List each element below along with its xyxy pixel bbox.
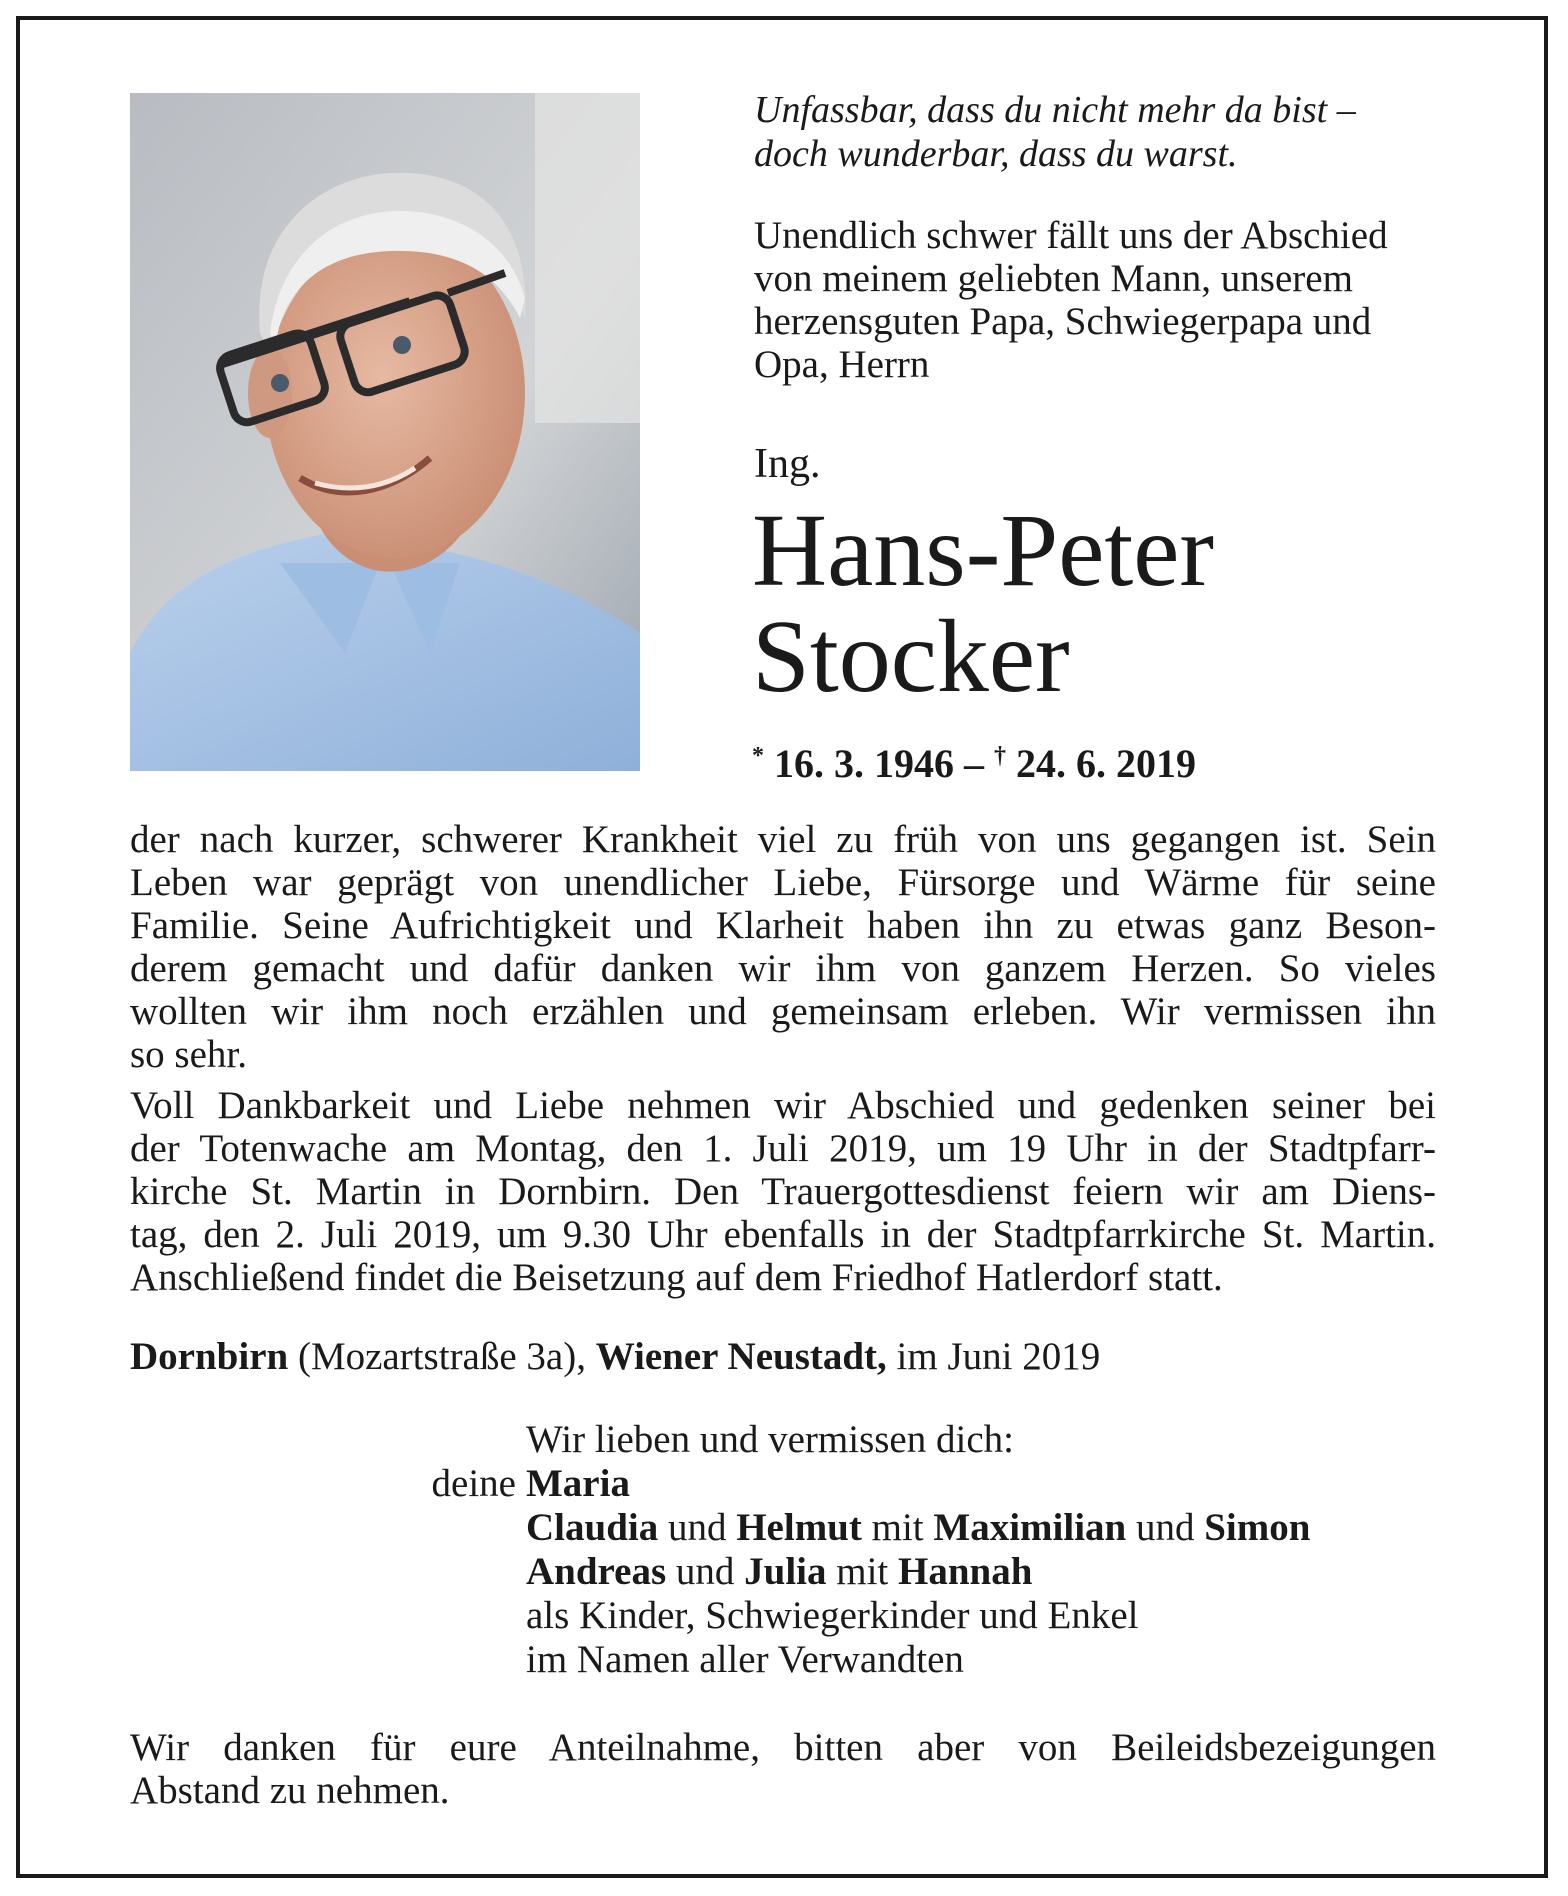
- child-name: Andreas: [526, 1550, 667, 1593]
- deine-label: deine: [431, 1462, 516, 1505]
- body-line: Familie. Seine Aufrichtigkeit und Klarheit haben ihn zu etwas ganz Beson-: [130, 904, 1436, 947]
- intro-line: Opa, Herrn: [754, 343, 930, 386]
- birth-date: 16. 3. 1946: [774, 741, 954, 786]
- grandchild-name: Simon: [1204, 1506, 1311, 1549]
- deceased-name: [752, 493, 1215, 714]
- thanks-note: [130, 1726, 1436, 1812]
- first-name: Hans-Peter: [752, 493, 1215, 608]
- family-line-child2: [526, 1550, 1466, 1594]
- family-signature: [431, 1418, 1466, 1682]
- family-line-child1: [526, 1506, 1466, 1550]
- body-line: derem gemacht und dafür danken wir ihm von ganzem Herzen. So vieles: [130, 947, 1436, 990]
- body-line: der Totenwache am Montag, den 1. Juli 2019, um 19 Uhr in der Stadtpfarr-: [130, 1127, 1436, 1170]
- body-line: Leben war geprägt von unendlicher Liebe, Fürsorge und Wärme für seine: [130, 861, 1436, 904]
- body-line: tag, den 2. Juli 2019, um 9.30 Uhr ebenfalls in der Stadtpfarrkirche St. Martin.: [130, 1213, 1436, 1256]
- city-dornbirn: Dornbirn: [130, 1335, 289, 1378]
- connector: mit: [871, 1506, 924, 1549]
- intro-text: [754, 214, 1454, 386]
- thanks-line: Wir danken für eure Anteilnahme, bitten aber von Beileidsbezeigungen: [130, 1726, 1436, 1769]
- death-date: 24. 6. 2019: [1016, 741, 1196, 786]
- portrait-illustration: [130, 93, 640, 771]
- family-heading: Wir lieben und vermissen dich:: [526, 1418, 1014, 1461]
- intro-line: von meinem geliebten Mann, unserem: [754, 257, 1353, 300]
- body-line: Voll Dankbarkeit und Liebe nehmen wir Abschied und gedenken seiner bei: [130, 1084, 1436, 1127]
- thanks-line: Abstand zu nehmen.: [130, 1769, 450, 1812]
- connector: und: [667, 1506, 727, 1549]
- body-line: wollten wir ihm noch erzählen und gemeinsam erleben. Wir vermissen ihn: [130, 990, 1436, 1033]
- partner-name: Julia: [744, 1550, 827, 1593]
- academic-title: Ing.: [754, 441, 821, 487]
- place-and-date: [130, 1334, 1100, 1380]
- body-line: kirche St. Martin in Dornbirn. Den Trauergottesdienst feiern wir am Diens-: [130, 1170, 1436, 1213]
- body-line: der nach kurzer, schwerer Krankheit viel zu früh von uns gegangen ist. Sein: [130, 818, 1436, 861]
- grandchild-name: Maximilian: [933, 1506, 1127, 1549]
- motto: [754, 88, 1454, 176]
- date-dash: –: [964, 741, 984, 786]
- life-dates: [752, 732, 1196, 788]
- family-line-wife: [431, 1462, 1466, 1506]
- child-name: Claudia: [526, 1506, 659, 1549]
- wife-name: Maria: [526, 1462, 630, 1505]
- motto-line: doch wunderbar, dass du warst.: [754, 133, 1238, 175]
- portrait-photo: [130, 93, 640, 771]
- grandchild-name: Hannah: [898, 1550, 1033, 1593]
- last-name: Stocker: [752, 599, 1070, 714]
- partner-name: Helmut: [736, 1506, 862, 1549]
- relatives-line: im Namen aller Verwandten: [526, 1638, 964, 1681]
- body-paragraph-2: [130, 1084, 1436, 1299]
- motto-line: Unfassbar, dass du nicht mehr da bist –: [754, 89, 1356, 131]
- month-date: im Juni 2019: [896, 1335, 1101, 1378]
- birth-star-icon: *: [752, 743, 764, 769]
- intro-line: herzensguten Papa, Schwiegerpapa und: [754, 300, 1372, 343]
- connector: und: [675, 1550, 735, 1593]
- address: (Mozartstraße 3a),: [297, 1335, 586, 1378]
- death-cross-icon: †: [994, 743, 1006, 769]
- intro-line: Unendlich schwer fällt uns der Abschied: [754, 214, 1388, 257]
- city-wiener-neustadt: Wiener Neustadt,: [595, 1335, 887, 1378]
- connector: und: [1135, 1506, 1195, 1549]
- relation-line: als Kinder, Schwiegerkinder und Enkel: [526, 1594, 1139, 1637]
- body-paragraph-1: [130, 818, 1436, 1076]
- connector: mit: [836, 1550, 889, 1593]
- body-line: Anschließend findet die Beisetzung auf dem Friedhof Hatlerdorf statt.: [130, 1256, 1223, 1299]
- body-line: so sehr.: [130, 1033, 247, 1076]
